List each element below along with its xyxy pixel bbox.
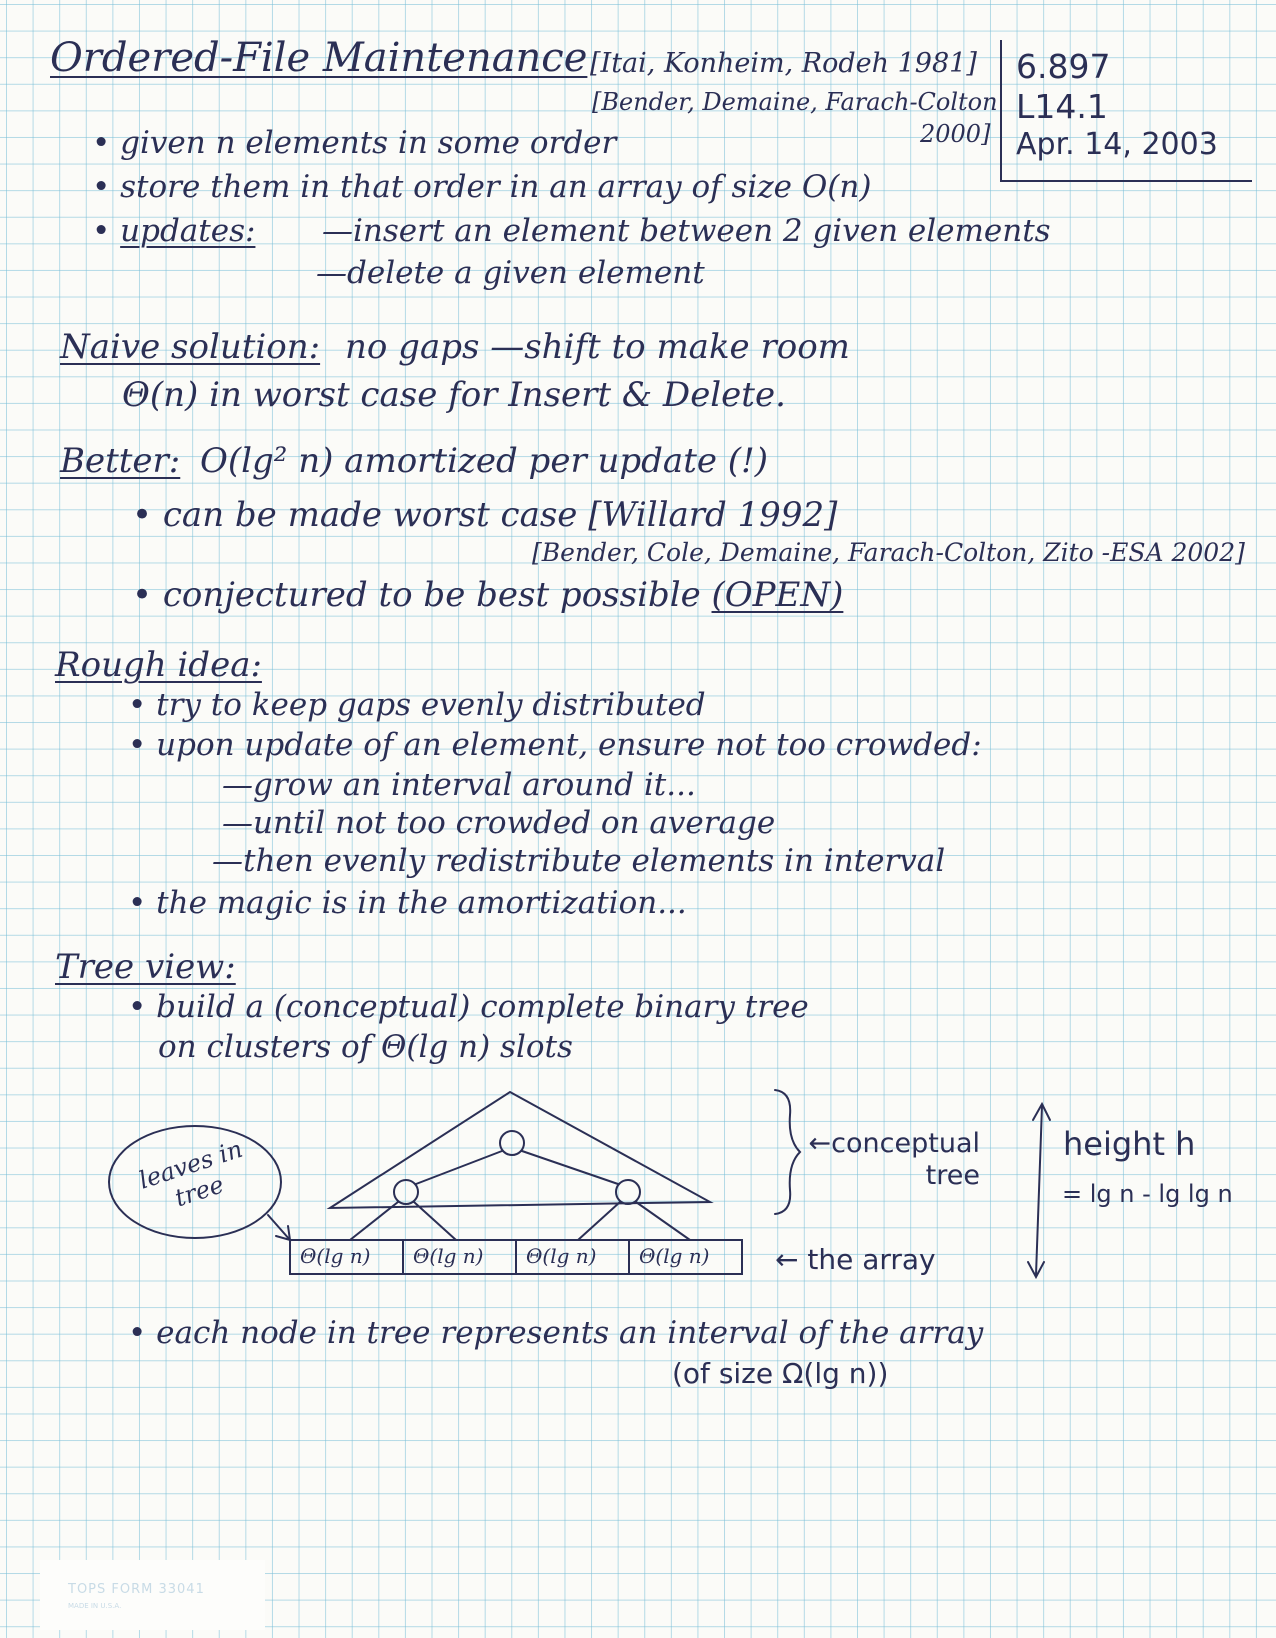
tree-root-node bbox=[500, 1131, 524, 1155]
better-worst-case: • can be made worst case [Willard 1992] bbox=[132, 495, 838, 535]
array-cell-1: Θ(lg n) bbox=[300, 1244, 371, 1268]
rough-idea-label: Rough idea: bbox=[55, 645, 262, 685]
update-insert: —insert an element between 2 given elements bbox=[322, 213, 1051, 249]
tree-edge-right bbox=[522, 1151, 618, 1184]
array-cell-4: Θ(lg n) bbox=[639, 1244, 710, 1268]
array-cell-3: Θ(lg n) bbox=[526, 1244, 597, 1268]
tree-bullet-line2: on clusters of Θ(lg n) slots bbox=[158, 1029, 573, 1065]
reference-itai: [Itai, Konheim, Rodeh 1981] bbox=[590, 48, 977, 79]
curly-brace bbox=[775, 1090, 800, 1214]
lecture-date: Apr. 14, 2003 bbox=[1016, 127, 1218, 162]
rough-bullet-update: • upon update of an element, ensure not too crowded: bbox=[128, 727, 982, 763]
page-title: Ordered-File Maintenance bbox=[50, 35, 588, 81]
bullet-given: • given n elements in some order bbox=[92, 125, 617, 161]
rough-step-until: —until not too crowded on average bbox=[222, 805, 776, 841]
reference-year: 2000] bbox=[920, 120, 991, 148]
closing-line1: • each node in tree represents an interval of the array bbox=[128, 1315, 984, 1351]
closing-line2: (of size Ω(lg n)) bbox=[672, 1357, 889, 1390]
tree-edge-left bbox=[416, 1151, 502, 1184]
tree-left-node bbox=[394, 1180, 418, 1204]
conceptual-tree-label: ←conceptual tree bbox=[808, 1128, 980, 1191]
tree-edge-rr bbox=[636, 1202, 690, 1240]
better-label: Better: bbox=[60, 441, 181, 481]
naive-text: no gaps —shift to make room bbox=[345, 327, 850, 367]
naive-cost: Θ(n) in worst case for Insert & Delete. bbox=[122, 375, 786, 415]
reference-bender: [Bender, Demaine, Farach-Colton bbox=[592, 88, 998, 116]
tree-edge-rl bbox=[578, 1202, 620, 1240]
height-arrow-line bbox=[1036, 1106, 1042, 1275]
bullet-store: • store them in that order in an array of size O(n) bbox=[92, 169, 872, 205]
rough-step-redistribute: —then evenly redistribute elements in interval bbox=[212, 843, 946, 879]
course-number: 6.897 bbox=[1016, 47, 1111, 86]
naive-label: Naive solution: bbox=[60, 327, 321, 367]
bullet-updates: • updates: bbox=[92, 213, 256, 249]
better-conjecture: • conjectured to be best possible (OPEN) bbox=[132, 575, 844, 615]
rough-bullet-magic: • the magic is in the amortization... bbox=[128, 885, 687, 921]
conceptual-tree-triangle bbox=[330, 1092, 710, 1208]
update-delete: —delete a given element bbox=[316, 255, 705, 291]
tree-view-label: Tree view: bbox=[55, 947, 236, 987]
rough-bullet-gaps: • try to keep gaps evenly distributed bbox=[128, 687, 706, 723]
height-label: height h bbox=[1063, 1125, 1196, 1163]
leaves-bubble-text: leaves in tree bbox=[135, 1134, 246, 1213]
rough-step-grow: —grow an interval around it... bbox=[222, 767, 696, 803]
tree-edge-lr bbox=[414, 1202, 456, 1240]
tree-bullet-line1: • build a (conceptual) complete binary tree bbox=[128, 989, 809, 1025]
better-text: O(lg² n) amortized per update (!) bbox=[200, 441, 768, 481]
lecture-number: L14.1 bbox=[1016, 87, 1108, 126]
tree-right-node bbox=[616, 1180, 640, 1204]
array-cell-2: Θ(lg n) bbox=[413, 1244, 484, 1268]
array-label: ← the array bbox=[775, 1243, 936, 1276]
height-formula: = lg n - lg lg n bbox=[1062, 1180, 1233, 1208]
form-stamp-origin: MADE IN U.S.A. bbox=[68, 1602, 122, 1610]
form-stamp-title: TOPS FORM 33041 bbox=[68, 1582, 205, 1597]
better-reference: [Bender, Cole, Demaine, Farach-Colton, Zito -ESA 2002] bbox=[532, 538, 1245, 567]
